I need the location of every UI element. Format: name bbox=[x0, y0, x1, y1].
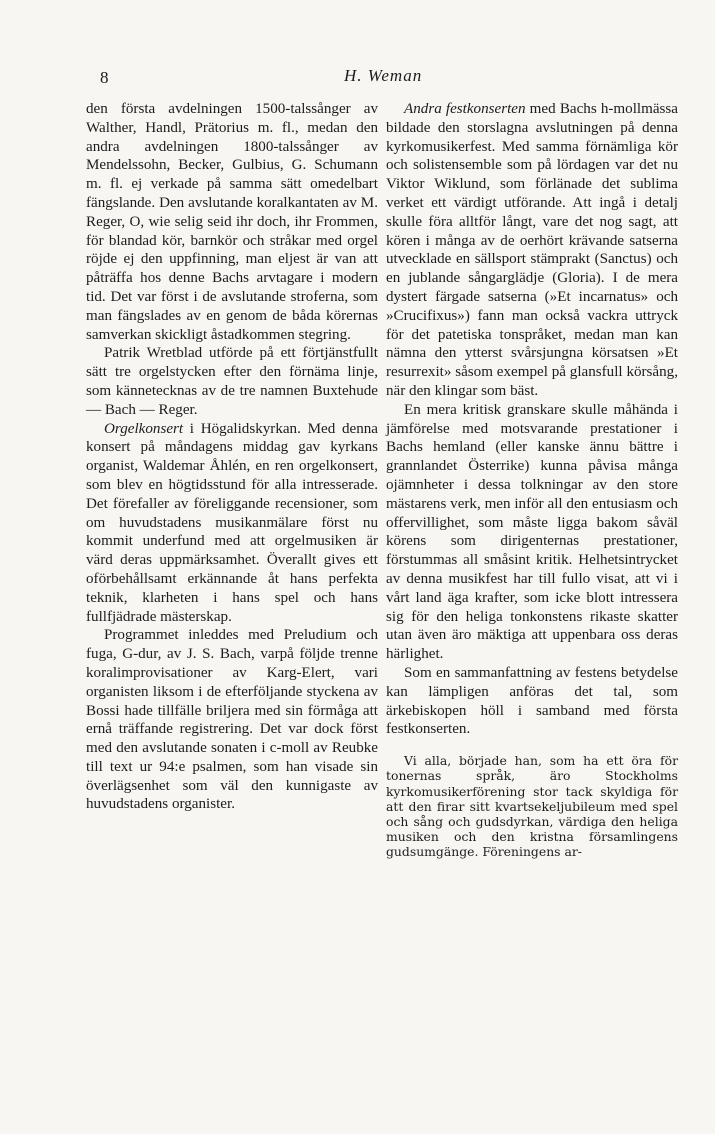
italic-lead: Orgelkonsert bbox=[104, 420, 184, 437]
paragraph: En mera kritisk granskare skulle måhända i jämförelse med motsvarande prestationer i Bachs hemland (eller kanske ännu bättre i grannlandet Österrike) kunna påvisa många ojämnheter i dessa tolkningar av den store mästarens verk, men inför all den entusiasm och offervillighet, som måste ligga bakom såväl körens som dirigenternas prestationer, förstummas all småsint kritik. Helhetsintrycket av denna musikfest har till fullo visat, att vi i vårt land äga krafter, som icke blott intressera sig för den heliga tonkonstens rikaste skatter utan även äro mäktiga att uppenbara oss deras härlighet. bbox=[386, 401, 678, 663]
paragraph: Programmet inleddes med Preludium och fuga, G-dur, av J. S. Bach, varpå följde trenne koralimprovisationer av Karg-Elert, vari organisten liksom i de efterföljande styckena av Bossi hade tillfälle briljera med sin förmåga att ernå träffande registrering. Det var dock först med den avslutande sonaten i c-moll av Reubke till text ur 94:e psalmen, som han visade sin överlägsenhet som väl den kunnigaste av huvudstadens organister. bbox=[86, 627, 378, 813]
paragraph: Som en sammanfattning av festens betydelse kan lämpligen anföras det tal, som ärkebiskopen höll i samband med första festkonserten. bbox=[386, 664, 678, 738]
paragraph: Patrik Wretblad utförde på ett förtjänstfullt sätt tre orgelstycken efter den förnäma linje, som kännetecknas av de tre namnen Buxtehude — Bach — Reger. bbox=[86, 345, 378, 418]
italic-lead: Andra festkonserten bbox=[404, 101, 526, 117]
right-column bbox=[386, 100, 678, 860]
quote-small: Vi alla, började han, som ha ett öra för tonernas språk, äro Stockholms kyrkomusikerförening stor tack skyldiga för att den firar sitt kvartsekeljubileum med spel och sång och gudsdyrkan, värdiga den heliga musiken och den kristna församlingens gudsumgänge. Föreningens ar- bbox=[386, 753, 678, 860]
left-column bbox=[86, 100, 378, 814]
paragraph: den första avdelningen 1500-talssånger av Walther, Handl, Prätorius m. fl., medan den andra avdelningen 1800-talssånger av Mendelssohn, Becker, Gulbius, G. Schumann m. fl. ej verkade på samma sätt omedelbart fängslande. Den avslutande koralkantaten av M. Reger, O, wie selig seid ihr doch, ihr Frommen, för blandad kör, barnkör och stråkar med orgel röjde ej den uppfinning, man eljest är van att påträffa hos denne Bachs arvtagare i modern tid. Det var först i de avslutande stroferna, som man fängslades av en genom de båda körernas samverkan skickligt åstadkommen stegring. bbox=[86, 101, 378, 343]
page-number: 8 bbox=[100, 68, 109, 87]
running-head: H. Weman bbox=[344, 66, 423, 85]
paragraph: Andra festkonserten med Bachs h-mollmässa bildade den storslagna avslutningen på denna kyrkomusikerfest. Med samma förnämliga kör och solistensemble som på lördagen var det nu Viktor Wiklund, som förlänade det sublima verket ett värdigt utförande. Att ingå i detalj skulle föra alltför långt, vare det nog sagt, att kören i många av de oerhört krävande satserna utvecklade en sällsport stämprakt (Sanctus) och en jublande sångarglädje (Gloria). I de mera dystert färgade satserna (»Et incarnatus» och »Crucifixus») fann man också vackra uttryck för det patetiska tonspråket, medan man kan nämna den ytterst svårsjungna körsatsen »Et resurrexit» såsom exempel på glansfull körsång, när den klingar som bäst. bbox=[386, 101, 678, 399]
paragraph: Orgelkonsert i Högalidskyrkan. Med denna konsert på måndagens middag gav kyrkans organist, Waldemar Åhlén, en ren orgelkonsert, som blev en högtidsstund för alla intresserade. Det förefaller av föreliggande recensioner, som om huvudstadens musikanmälare först nu kommit underfund med att orgelmusiken är värd deras uppmärksamhet. Överallt gives ett oförbehållsamt erkännande åt hans perfekta teknik, klarheten i hans spel och hans fullfjädrade mästerskap. bbox=[86, 420, 378, 625]
